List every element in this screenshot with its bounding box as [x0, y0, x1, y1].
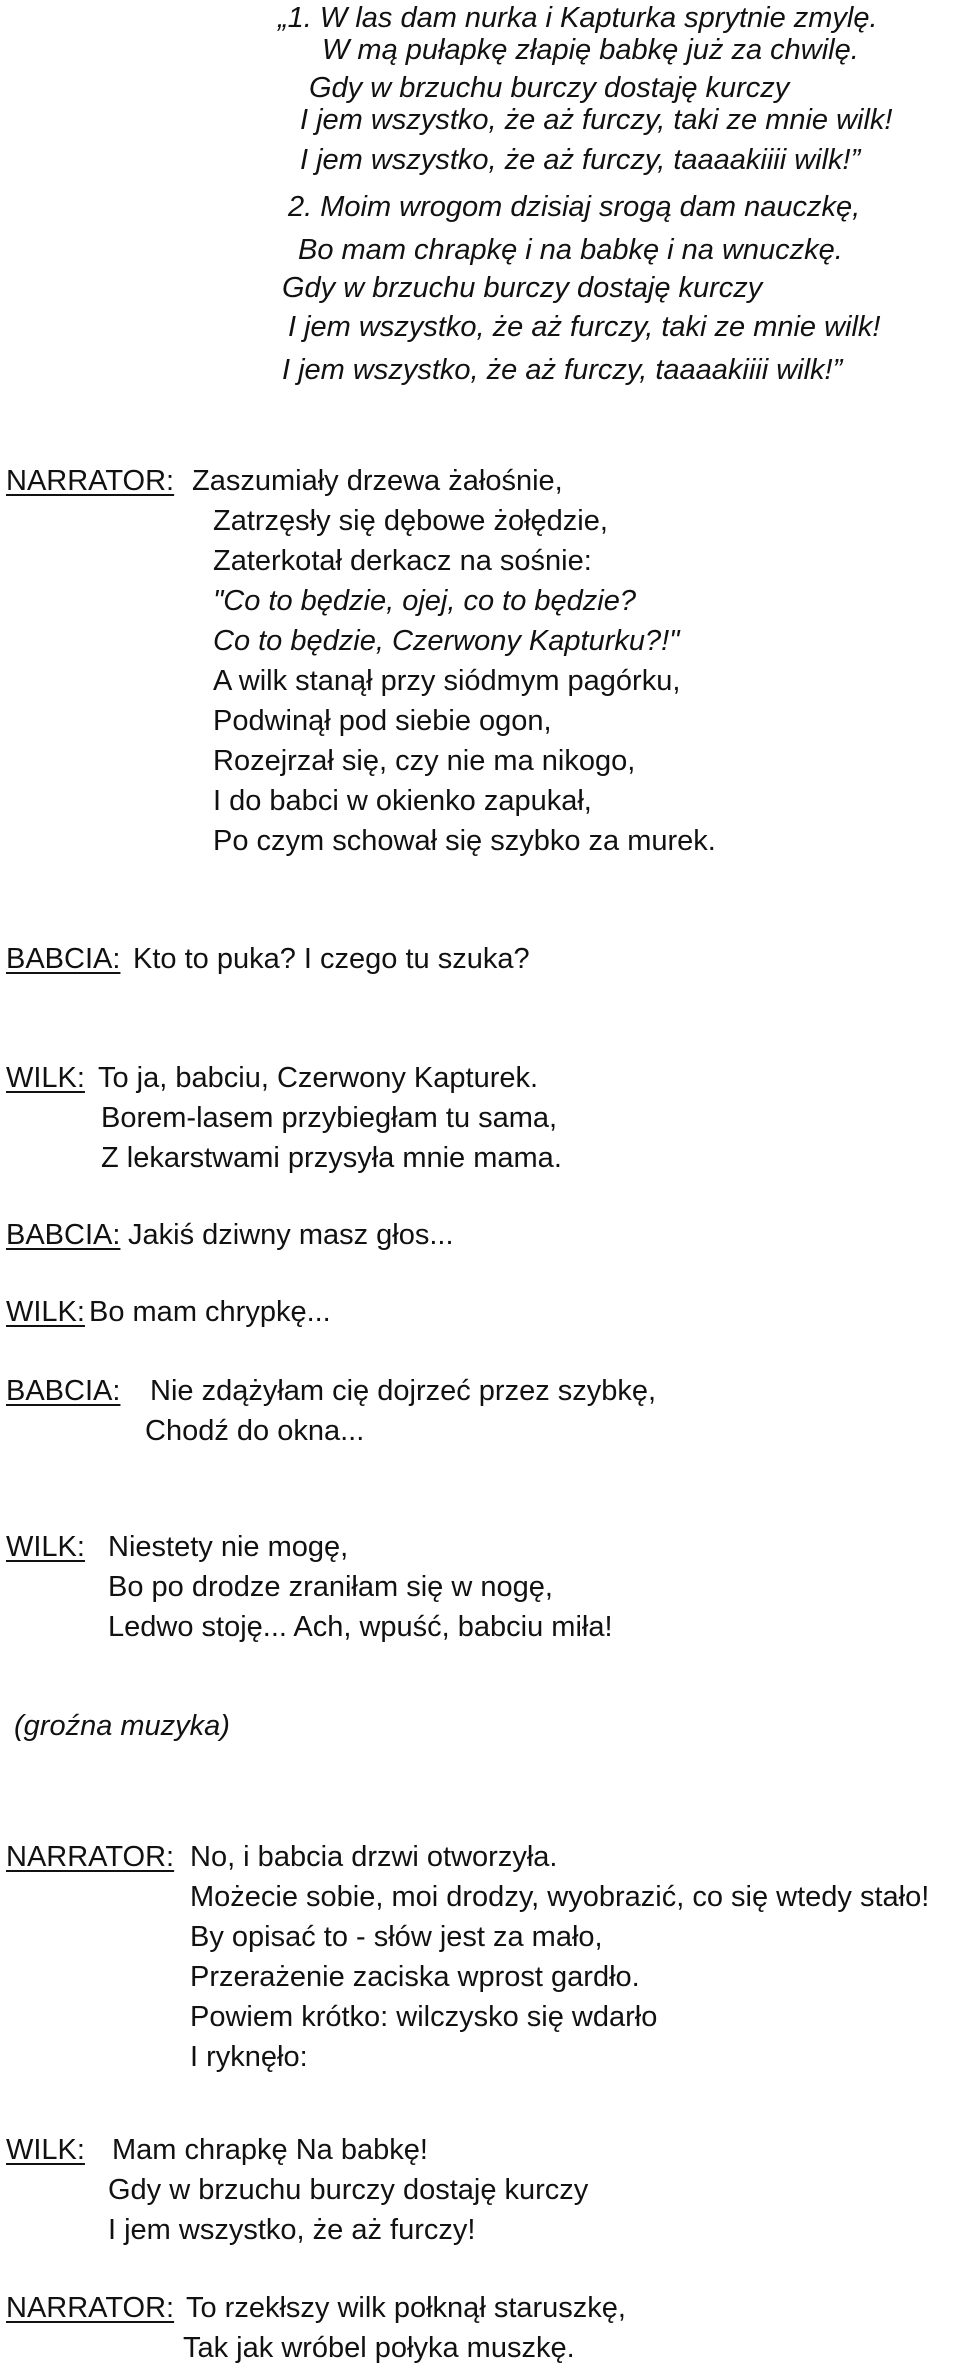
dialogue-line: Zatrzęsły się dębowe żołędzie,	[213, 505, 608, 537]
dialogue-line: I jem wszystko, że aż furczy!	[108, 2214, 476, 2246]
speaker-label: NARRATOR:	[6, 465, 175, 497]
dialogue-line: Możecie sobie, moi drodzy, wyobrazić, co się wtedy stało!	[190, 1881, 930, 1913]
dialogue-line: Podwinął pod siebie ogon,	[213, 705, 552, 737]
song-line: I jem wszystko, że aż furczy, taaaakiiii wilk!”	[282, 354, 843, 386]
stage-direction: (groźna muzyka)	[14, 1710, 230, 1742]
dialogue-line: A wilk stanął przy siódmym pagórku,	[213, 665, 681, 697]
song-line: Gdy w brzuchu burczy dostaję kurczy	[282, 272, 763, 304]
dialogue-line: To ja, babciu, Czerwony Kapturek.	[98, 1062, 539, 1094]
dialogue-line: Przerażenie zaciska wprost gardło.	[190, 1961, 640, 1993]
speaker-label: NARRATOR:	[6, 2292, 175, 2324]
dialogue-line: Zaszumiały drzewa żałośnie,	[192, 465, 563, 497]
dialogue-line: Zaterkotał derkacz na sośnie:	[213, 545, 592, 577]
dialogue-line: "Co to będzie, ojej, co to będzie?	[213, 585, 637, 617]
speaker-label: WILK:	[6, 1296, 85, 1328]
dialogue-line: Ledwo stoję... Ach, wpuść, babciu miła!	[108, 1611, 613, 1643]
speaker-label: BABCIA:	[6, 1375, 121, 1407]
speaker-label: BABCIA:	[6, 1219, 121, 1251]
speaker-label: BABCIA:	[6, 943, 121, 975]
dialogue-line: Gdy w brzuchu burczy dostaję kurczy	[108, 2174, 589, 2206]
dialogue-line: Bo mam chrypkę...	[89, 1296, 331, 1328]
dialogue-line: Borem-lasem przybiegłam tu sama,	[101, 1102, 558, 1134]
song-line: I jem wszystko, że aż furczy, taaaakiiii wilk!”	[300, 144, 861, 176]
dialogue-line: Z lekarstwami przysyła mnie mama.	[101, 1142, 562, 1174]
dialogue-line: Rozejrzał się, czy nie ma nikogo,	[213, 745, 636, 777]
dialogue-line: Nie zdążyłam cię dojrzeć przez szybkę,	[150, 1375, 657, 1407]
song-line: I jem wszystko, że aż furczy, taki ze mnie wilk!	[288, 311, 881, 343]
song-line: I jem wszystko, że aż furczy, taki ze mnie wilk!	[300, 104, 893, 136]
dialogue-line: Chodź do okna...	[145, 1415, 365, 1447]
speaker-label: WILK:	[6, 1531, 85, 1563]
song-line: 2. Moim wrogom dzisiaj srogą dam nauczkę,	[288, 191, 861, 223]
song-line: „1. W las dam nurka i Kapturka sprytnie zmylę.	[278, 2, 878, 34]
dialogue-line: By opisać to - słów jest za mało,	[190, 1921, 603, 1953]
dialogue-line: I ryknęło:	[190, 2041, 308, 2073]
speaker-label: NARRATOR:	[6, 1841, 175, 1873]
dialogue-line: Powiem krótko: wilczysko się wdarło	[190, 2001, 658, 2033]
dialogue-line: I do babci w okienko zapukał,	[213, 785, 592, 817]
dialogue-line: Co to będzie, Czerwony Kapturku?!"	[213, 625, 680, 657]
dialogue-line: Tak jak wróbel połyka muszkę.	[183, 2332, 575, 2364]
dialogue-line: To rzekłszy wilk połknął staruszkę,	[186, 2292, 626, 2324]
speaker-label: WILK:	[6, 2134, 85, 2166]
dialogue-line: Bo po drodze zraniłam się w nogę,	[108, 1571, 553, 1603]
dialogue-line: Po czym schował się szybko za murek.	[213, 825, 716, 857]
dialogue-line: Jakiś dziwny masz głos...	[128, 1219, 454, 1251]
speaker-label: WILK:	[6, 1062, 85, 1094]
dialogue-line: No, i babcia drzwi otworzyła.	[190, 1841, 558, 1873]
song-line: W mą pułapkę złapię babkę już za chwilę.	[322, 34, 859, 66]
song-line: Bo mam chrapkę i na babkę i na wnuczkę.	[298, 234, 843, 266]
dialogue-line: Mam chrapkę Na babkę!	[112, 2134, 428, 2166]
dialogue-line: Niestety nie mogę,	[108, 1531, 349, 1563]
song-line: Gdy w brzuchu burczy dostaję kurczy	[309, 72, 790, 104]
dialogue-line: Kto to puka? I czego tu szuka?	[133, 943, 530, 975]
